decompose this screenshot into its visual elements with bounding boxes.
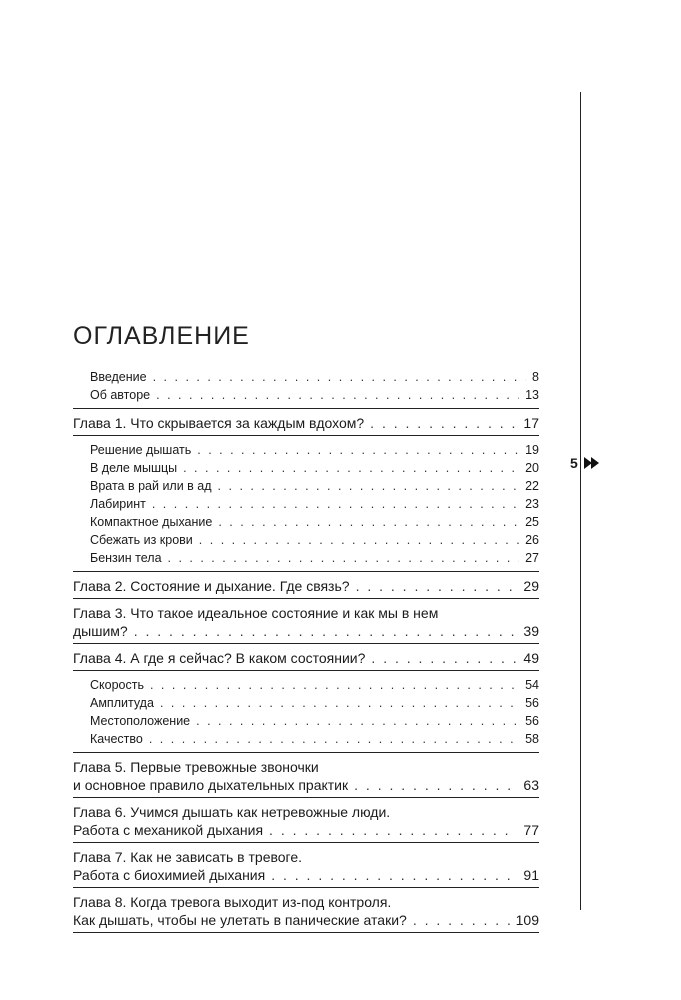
toc-entry-page: 49 (523, 650, 539, 666)
toc-chapter[interactable] (73, 803, 539, 839)
toc-entry-title-line: Глава 8. Когда тревога выходит из-под контроля. (73, 894, 392, 910)
toc-entry-title: Компактное дыхание (90, 515, 213, 529)
toc-entry-page: 109 (515, 912, 539, 928)
section-divider (73, 598, 539, 599)
leader-dots (371, 649, 517, 667)
toc-entry-page: 25 (525, 515, 539, 529)
leader-dots (149, 730, 519, 748)
toc-entry-title: Решение дышать (90, 443, 192, 457)
side-rule (580, 92, 581, 910)
toc-entry-page: 17 (523, 415, 539, 431)
toc-entry-page: 19 (525, 443, 539, 457)
toc-entry-page: 77 (523, 822, 539, 838)
toc-subentry[interactable] (73, 495, 539, 513)
toc-subentry[interactable] (73, 459, 539, 477)
toc-entry-page: 54 (525, 678, 539, 692)
toc-entry-page: 56 (525, 714, 539, 728)
toc-subentry[interactable] (73, 386, 539, 404)
toc-entry-title: Работа с механикой дыхания (73, 822, 264, 838)
toc-chapter[interactable] (73, 414, 539, 432)
toc-entry-page: 63 (523, 777, 539, 793)
toc-entry-title-line: Глава 6. Учимся дышать как нетревожные люди. (73, 804, 391, 820)
section-divider (73, 571, 539, 572)
toc-entry-title: В деле мышцы (90, 461, 178, 475)
leader-dots (197, 441, 519, 459)
leader-dots (153, 368, 526, 386)
section-divider (73, 408, 539, 409)
toc-entry-page: 56 (525, 696, 539, 710)
toc-subentry[interactable] (73, 513, 539, 531)
leader-dots (134, 622, 518, 640)
toc-subentry[interactable] (73, 441, 539, 459)
section-divider (73, 887, 539, 888)
toc-entry-title: Бензин тела (90, 551, 162, 565)
toc-entry-page: 58 (525, 732, 539, 746)
toc-entry-title: Введение (90, 370, 147, 384)
toc-entry-title: Местоположение (90, 714, 191, 728)
leader-dots (354, 776, 517, 794)
toc-subentry[interactable] (73, 477, 539, 495)
leader-dots (160, 694, 519, 712)
section-divider (73, 797, 539, 798)
page-number-label: 5 (570, 455, 578, 471)
toc-chapter[interactable] (73, 758, 539, 794)
toc-entry-page: 22 (525, 479, 539, 493)
toc-subentry[interactable] (73, 368, 539, 386)
leader-dots (218, 477, 520, 495)
toc-subentry[interactable] (73, 712, 539, 730)
toc-entry-title-line: Глава 3. Что такое идеальное состояние и как мы в нем (73, 605, 439, 621)
toc-entry-page: 20 (525, 461, 539, 475)
toc-subentry[interactable] (73, 676, 539, 694)
toc-entry-title: Глава 2. Состояние и дыхание. Где связь? (73, 578, 350, 594)
leader-dots (168, 549, 520, 567)
section-divider (73, 435, 539, 436)
toc-entry-page: 91 (523, 867, 539, 883)
toc-entry-title: Лабиринт (90, 497, 146, 511)
toc-subentry[interactable] (73, 531, 539, 549)
toc-entry-page: 29 (523, 578, 539, 594)
toc-entry-title: Амплитуда (90, 696, 154, 710)
toc-entry-page: 27 (525, 551, 539, 565)
section-divider (73, 752, 539, 753)
toc-entry-title: Глава 4. А где я сейчас? В каком состоянии? (73, 650, 366, 666)
section-divider (73, 932, 539, 933)
toc-entry-page: 39 (523, 623, 539, 639)
leader-dots (150, 676, 519, 694)
toc-entry-page: 8 (532, 370, 539, 384)
toc-subentry[interactable] (73, 549, 539, 567)
toc-entry-title-line: Глава 7. Как не зависать в тревоге. (73, 849, 303, 865)
toc-entry-page: 23 (525, 497, 539, 511)
toc-title: ОГЛАВЛЕНИЕ (73, 322, 250, 350)
leader-dots (199, 531, 519, 549)
toc-entry-title: Врата в рай или в ад (90, 479, 212, 493)
section-divider (73, 670, 539, 671)
toc-entry-page: 13 (525, 388, 539, 402)
toc-subentry[interactable] (73, 694, 539, 712)
toc-subentry[interactable] (73, 730, 539, 748)
toc-entry-title: Работа с биохимией дыхания (73, 867, 266, 883)
leader-dots (156, 386, 519, 404)
toc-entry-title-line: Глава 5. Первые тревожные звоночки (73, 759, 319, 775)
leader-dots (370, 414, 517, 432)
double-arrow-icon (584, 457, 600, 469)
page-number (570, 455, 600, 471)
leader-dots (413, 911, 510, 929)
section-divider (73, 842, 539, 843)
toc-entry-page: 26 (525, 533, 539, 547)
leader-dots (269, 821, 517, 839)
toc-entry-title: Сбежать из крови (90, 533, 193, 547)
toc-entry-title: Как дышать, чтобы не улетать в панические атаки? (73, 912, 407, 928)
toc-chapter[interactable] (73, 848, 539, 884)
toc-chapter[interactable] (73, 577, 539, 595)
leader-dots (218, 513, 519, 531)
leader-dots (152, 495, 519, 513)
toc-entry-title: Глава 1. Что скрывается за каждым вдохом? (73, 415, 365, 431)
toc-entry-title: Качество (90, 732, 143, 746)
toc-chapter[interactable] (73, 893, 539, 929)
leader-dots (183, 459, 519, 477)
leader-dots (196, 712, 519, 730)
section-divider (73, 643, 539, 644)
toc-chapter[interactable] (73, 649, 539, 667)
leader-dots (271, 866, 517, 884)
toc-entry-title: и основное правило дыхательных практик (73, 777, 349, 793)
toc-entry-title: дышим? (73, 623, 128, 639)
toc-entry-title: Об авторе (90, 388, 151, 402)
leader-dots (356, 577, 518, 595)
toc-chapter[interactable] (73, 604, 539, 640)
toc-entry-title: Скорость (90, 678, 144, 692)
table-of-contents (73, 368, 539, 933)
